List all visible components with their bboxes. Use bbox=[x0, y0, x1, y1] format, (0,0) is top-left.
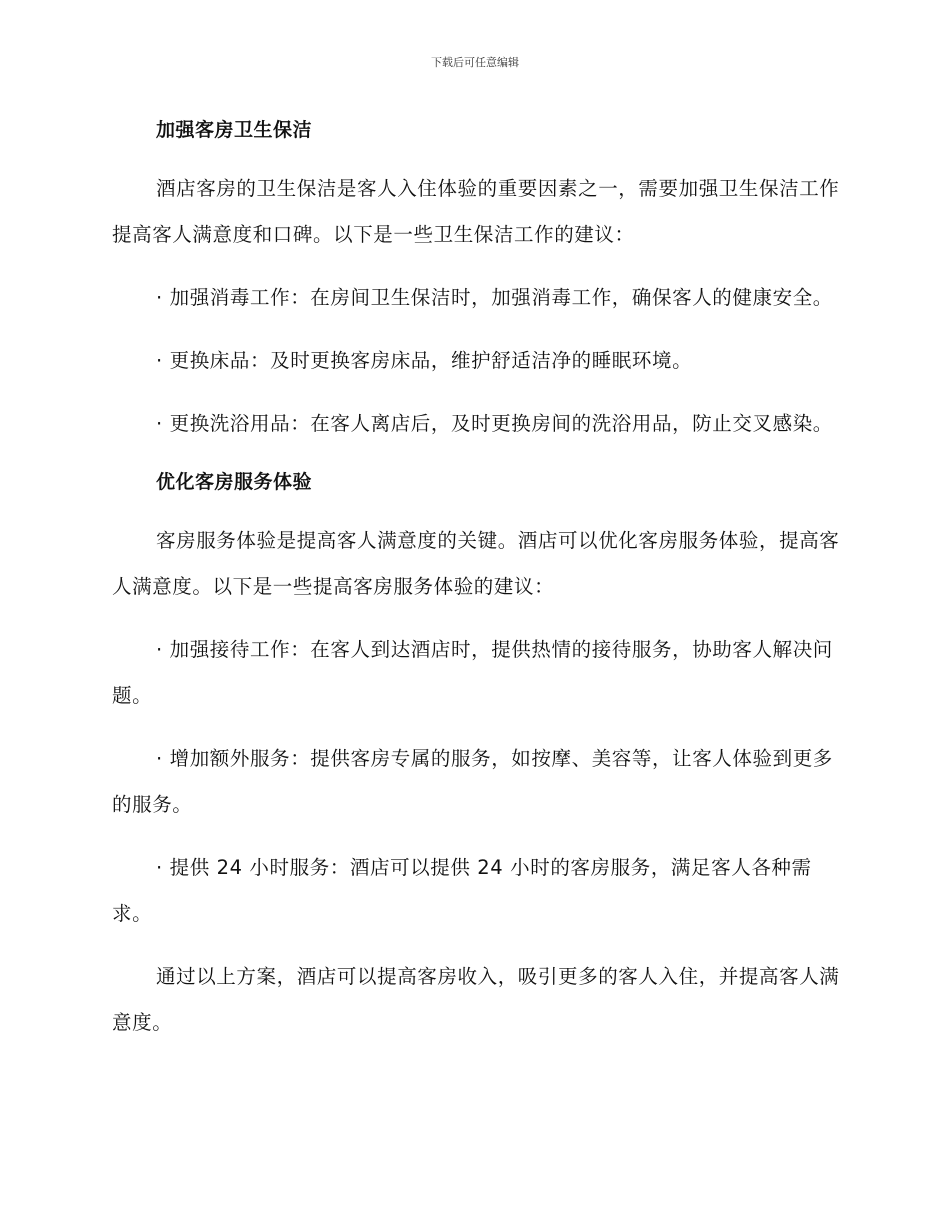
bullet-toiletries: · 更换洗浴用品：在客人离店后，及时更换房间的洗浴用品，防止交叉感染。 bbox=[156, 412, 833, 435]
section-service-intro: 客房服务体验是提高客人满意度的关键。酒店可以优化客房服务体验，提高客人满意度。以下是一些提高客房服务体验的建议： bbox=[112, 529, 840, 598]
bullet-disinfection: · 加强消毒工作：在房间卫生保洁时，加强消毒工作，确保客人的健康安全。 bbox=[156, 286, 833, 309]
bullet-reception: · 加强接待工作：在客人到达酒店时，提供热情的接待服务，协助客人解决问题。 bbox=[112, 638, 833, 707]
section-heading-service: 优化客房服务体验 bbox=[156, 471, 313, 493]
section-hygiene-intro: 酒店客房的卫生保洁是客人入住体验的重要因素之一，需要加强卫生保洁工作提高客人满意度和口碑。以下是一些卫生保洁工作的建议： bbox=[112, 177, 840, 246]
document-body bbox=[112, 112, 842, 1063]
section-heading-hygiene: 加强客房卫生保洁 bbox=[156, 119, 313, 141]
bullet-extra-services: · 增加额外服务：提供客房专属的服务，如按摩、美容等，让客人体验到更多的服务。 bbox=[112, 747, 833, 816]
bullet-bedding: · 更换床品：及时更换客房床品，维护舒适洁净的睡眠环境。 bbox=[156, 349, 693, 372]
header-note: 下载后可任意编辑 bbox=[431, 56, 519, 69]
bullet-24h-service: · 提供 24 小时服务：酒店可以提供 24 小时的客房服务，满足客人各种需求。 bbox=[112, 856, 812, 925]
conclusion-paragraph: 通过以上方案，酒店可以提高客房收入，吸引更多的客人入住，并提高客人满意度。 bbox=[112, 965, 840, 1034]
